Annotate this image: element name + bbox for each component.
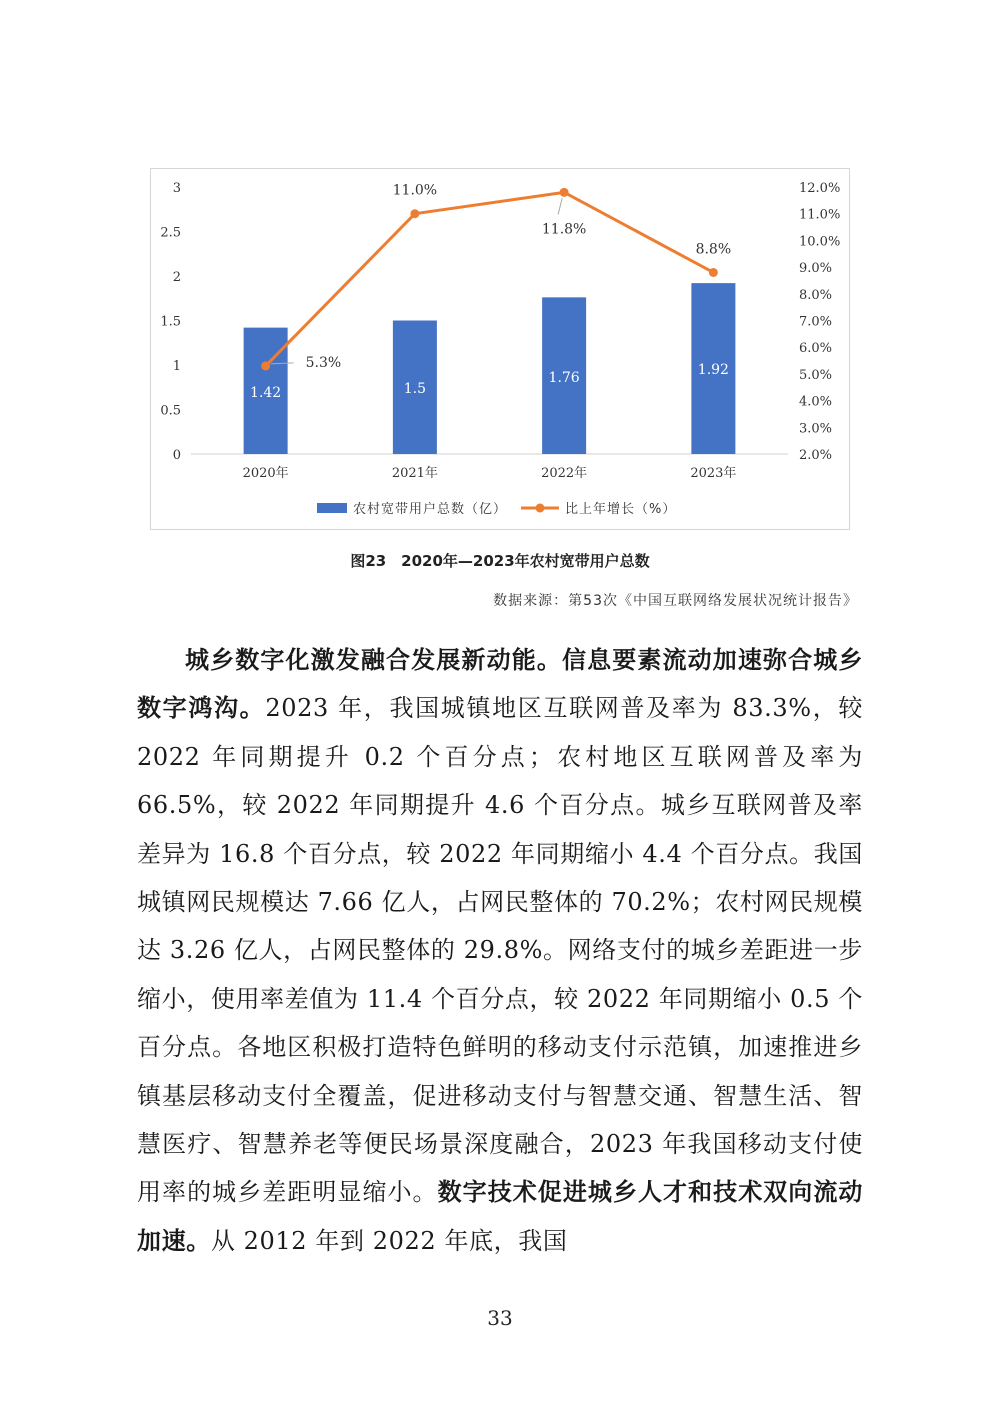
line-point — [709, 268, 718, 277]
x-tick-label: 2020年 — [242, 466, 289, 481]
right-axis-tick-label: 4.0% — [799, 394, 833, 410]
bar-data-label: 1.42 — [250, 385, 282, 401]
right-axis-tick-label: 8.0% — [799, 287, 833, 303]
x-tick-label: 2021年 — [391, 466, 438, 481]
right-axis-tick-label: 12.0% — [799, 181, 841, 196]
left-axis-tick-label: 2 — [172, 270, 181, 285]
left-axis-tick-label: 3 — [172, 181, 181, 196]
x-tick-label: 2022年 — [541, 466, 588, 481]
right-axis-tick-label: 7.0% — [799, 314, 833, 330]
bar-data-label: 1.5 — [403, 381, 427, 397]
right-axis-tick-label: 2.0% — [799, 448, 833, 463]
right-axis-tick-label: 11.0% — [799, 207, 841, 223]
figure-caption: 图23 2020年—2023年农村宽带用户总数 — [350, 552, 650, 570]
right-axis-tick-label: 3.0% — [799, 421, 833, 437]
body-text-2: 从 2012 年到 2022 年底，我国 — [210, 1226, 568, 1255]
legend-line-marker — [536, 504, 545, 513]
line-point — [560, 188, 569, 197]
right-axis-tick-label: 10.0% — [799, 234, 841, 250]
bar-data-label: 1.76 — [548, 370, 580, 386]
line-data-label: 11.8% — [541, 221, 587, 238]
body-paragraph — [137, 636, 863, 1265]
chart-container — [150, 168, 850, 530]
right-axis-tick-label: 6.0% — [799, 341, 833, 357]
rural-broadband-chart — [151, 169, 851, 531]
line-data-label: 5.3% — [305, 354, 342, 371]
line-point — [261, 361, 270, 370]
left-axis-tick-label: 0 — [172, 448, 181, 463]
bold-lead: 城乡数字化激发融合发展新动能。信息要素流动加速弥合城乡数字鸿沟。 — [137, 645, 863, 723]
body-text-1: 2023 年，我国城镇地区互联网普及率为 83.3%，较 2022 年同期提升 0.2 个百分点；农村地区互联网普及率为 66.5%，较 2022 年同期提升 4.6 个百分点。城乡互联网普及率差异为 16.8 个百分点，较 2022 年同期缩小 4.4 个百分点。我国城镇网民规模达 7.66 亿人，占网民整体的 70.2%；农村网民规模达 3.26 亿人，占网民整体的 29.8%。网络支付的城乡差距进一步缩小，使用率差值为 11.4 个百分点，较 2022 年同期缩小 0.5 个百分点。各地区积极打造特色鲜明的移动支付示范镇，加速推进乡镇基层移动支付全覆盖，促进移动支付与智慧交通、智慧生活、智慧医疗、智慧养老等便民场景深度融合，2023 年我国移动支付使用率的城乡差距明显缩小。 — [137, 694, 863, 1207]
bold-heading-2: 数字技术促进城乡人才和技术双向流动加速。 — [137, 1177, 864, 1255]
line-point — [410, 209, 419, 218]
label-leader-line — [558, 198, 562, 214]
right-axis-tick-label: 5.0% — [799, 367, 833, 383]
left-axis-tick-label: 2.5 — [160, 225, 181, 241]
page-number: 33 — [487, 1306, 513, 1330]
right-axis-tick-label: 9.0% — [799, 261, 833, 277]
line-data-label: 11.0% — [392, 182, 438, 199]
left-axis-tick-label: 0.5 — [160, 403, 181, 419]
x-tick-label: 2023年 — [690, 466, 737, 481]
data-source: 数据来源：第53次《中国互联网络发展状况统计报告》 — [493, 593, 858, 609]
legend-line-label: 比上年增长（%） — [565, 502, 677, 517]
legend-bar-swatch — [317, 503, 347, 513]
bar-data-label: 1.92 — [697, 362, 729, 378]
left-axis-tick-label: 1 — [172, 359, 181, 374]
left-axis-tick-label: 1.5 — [160, 314, 181, 330]
legend-bar-label: 农村宽带用户总数（亿） — [353, 502, 508, 517]
line-series — [266, 192, 714, 366]
line-data-label: 8.8% — [695, 241, 732, 258]
